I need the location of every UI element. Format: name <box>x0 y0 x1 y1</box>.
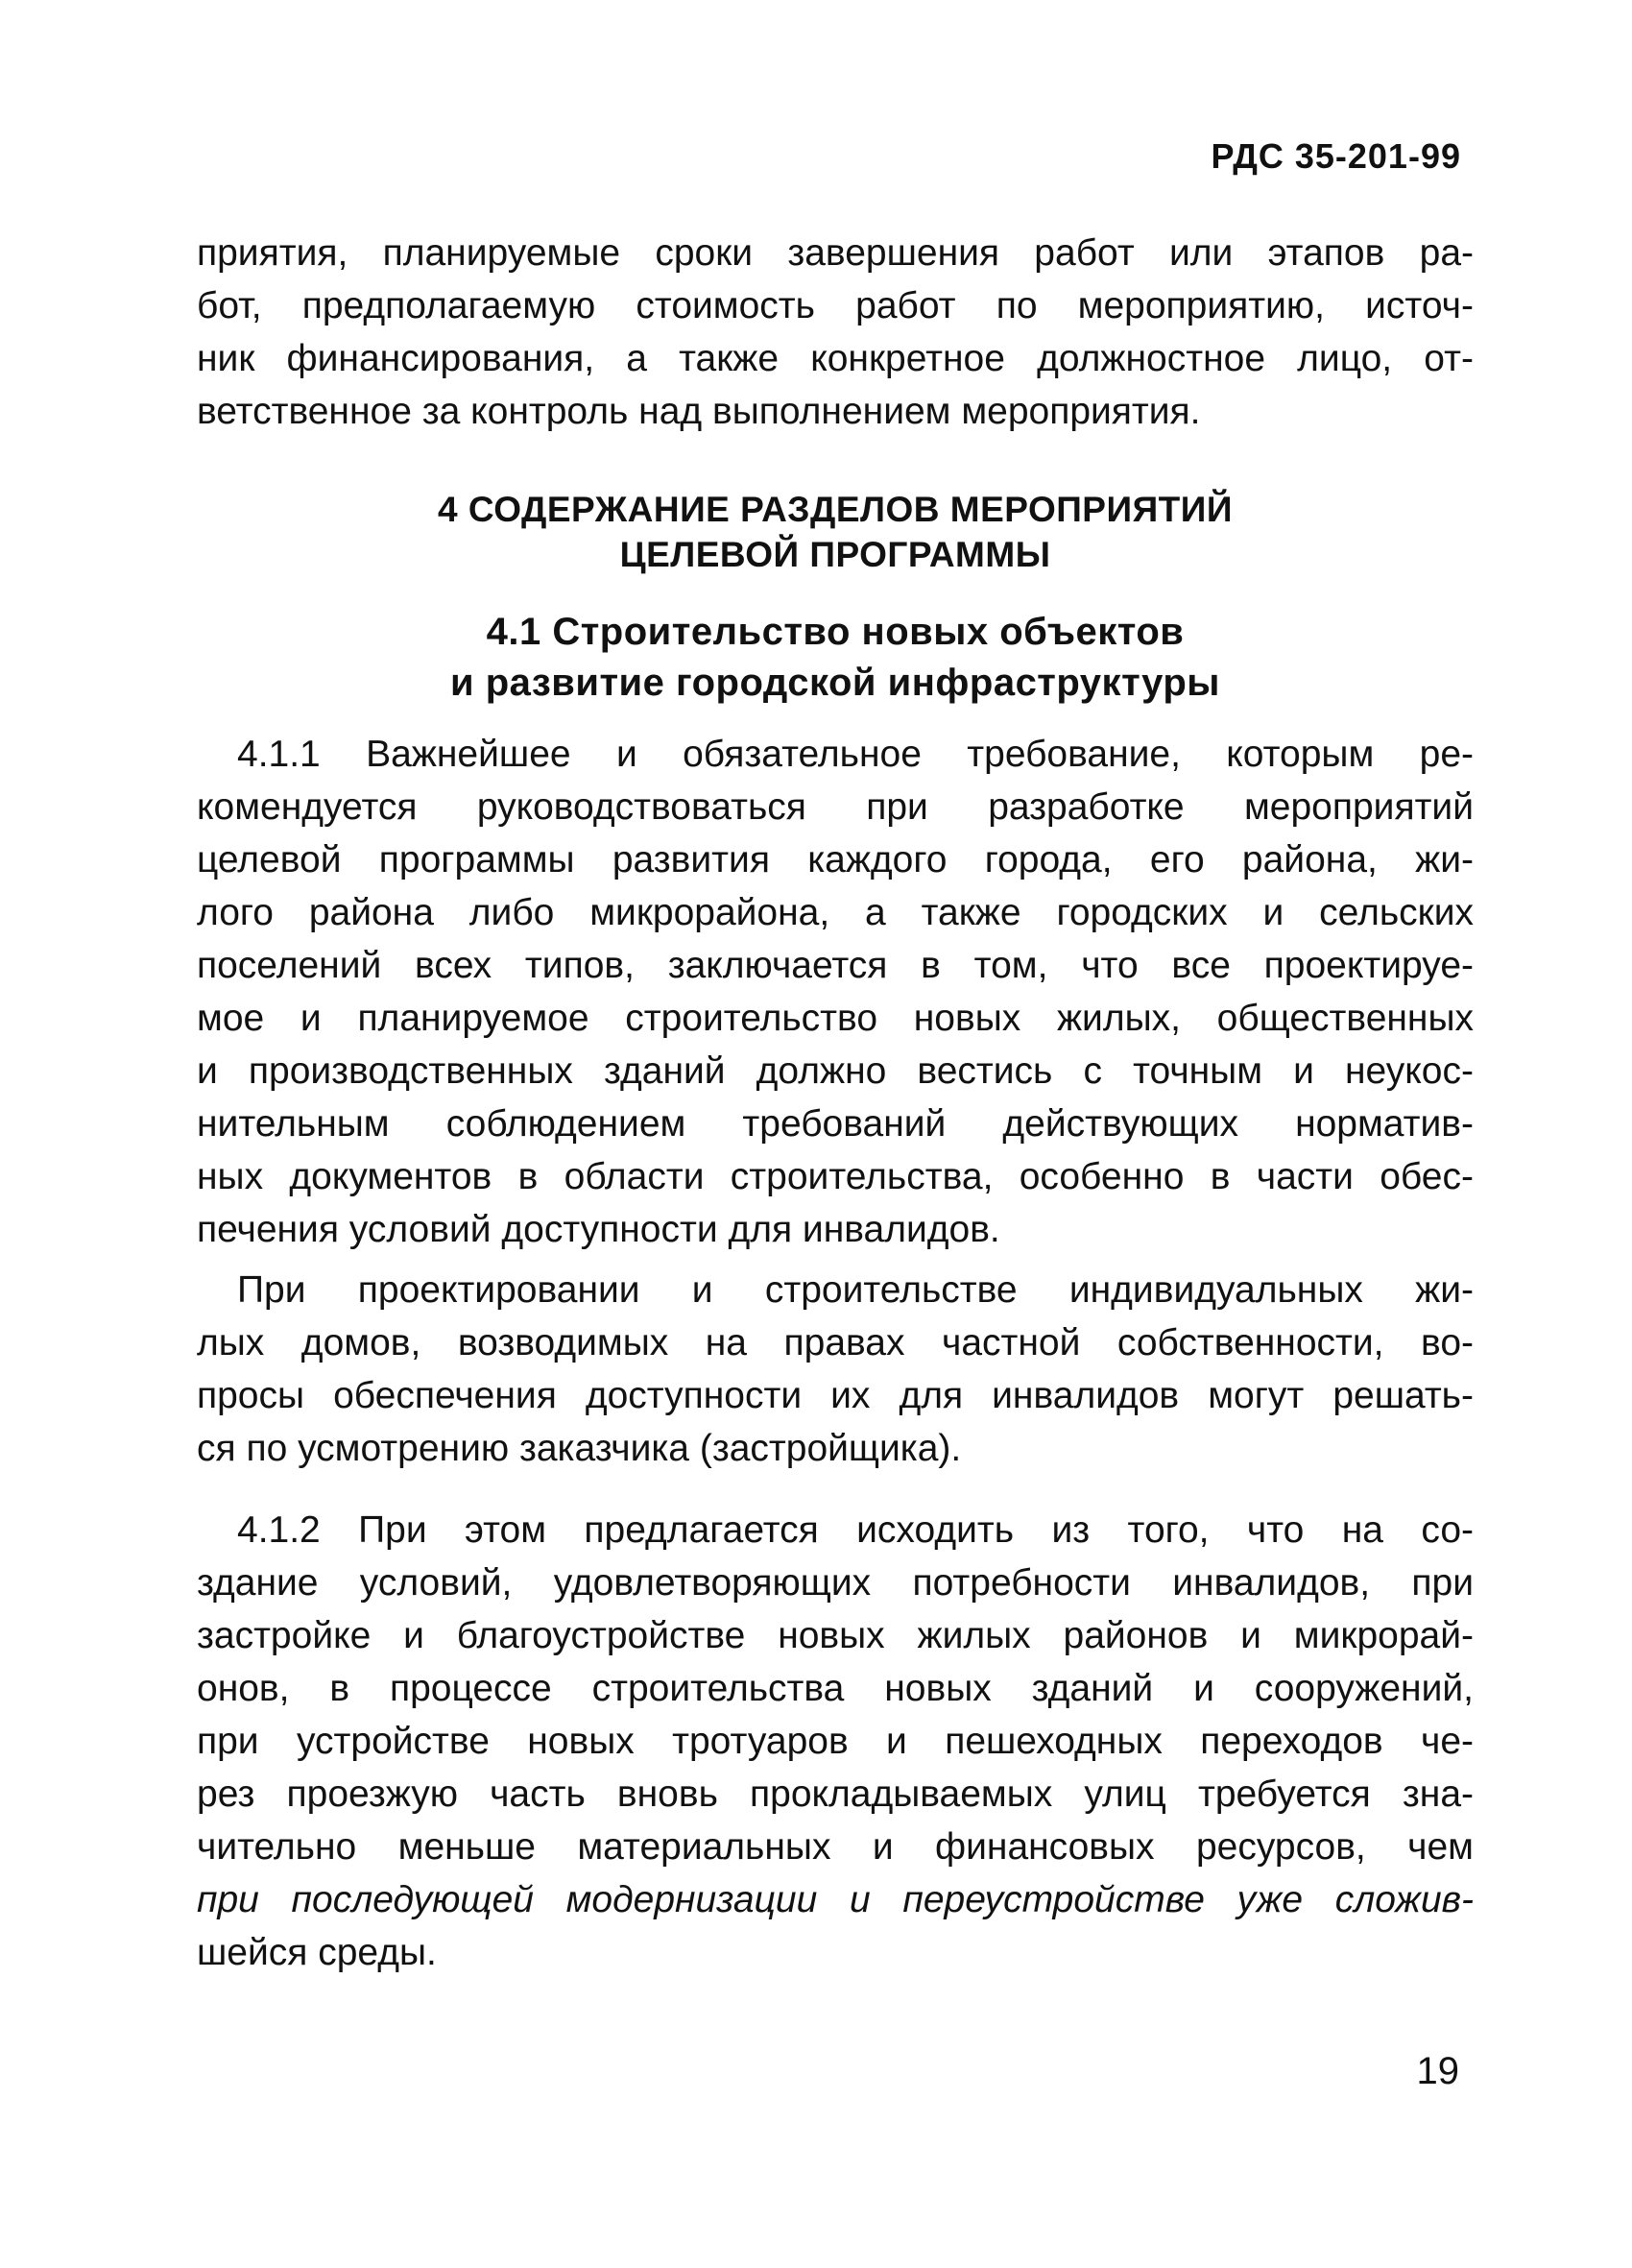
continuation-paragraph <box>197 227 1474 438</box>
text-line: ник финансирования, а также конкретное должностное лицо, от- <box>197 338 1474 379</box>
text-line: поселений всех типов, заключается в том, что все проектируе- <box>197 945 1474 986</box>
section-4-heading-line2: ЦЕЛЕВОЙ ПРОГРАММЫ <box>619 535 1051 574</box>
text-line: При проектировании и строительстве индивидуальных жи- <box>237 1269 1474 1311</box>
text-line-italic: при последующей модернизации и переустройстве уже сложив- <box>197 1879 1474 1920</box>
paragraph-private-housing <box>197 1264 1474 1475</box>
text-line: здание условий, удовлетворяющих потребности инвалидов, при <box>197 1562 1474 1604</box>
text-line: печения условий доступности для инвалидов. <box>197 1209 1000 1250</box>
text-line: при устройстве новых тротуаров и пешеходных переходов че- <box>197 1721 1474 1762</box>
document-code-header: РДС 35-201-99 <box>1211 136 1461 176</box>
section-4-1-heading-line2: и развитие городской инфраструктуры <box>450 662 1220 704</box>
text-line: ся по усмотрению заказчика (застройщика). <box>197 1428 962 1469</box>
section-4-1-heading <box>197 607 1474 709</box>
text-line: шейся среды. <box>197 1932 437 1973</box>
text-line: бот, предполагаемую стоимость работ по мероприятию, источ- <box>197 285 1474 326</box>
text-line: застройке и благоустройстве новых жилых районов и микрорай- <box>197 1615 1474 1656</box>
section-4-heading-line1: 4 СОДЕРЖАНИЕ РАЗДЕЛОВ МЕРОПРИЯТИЙ <box>438 490 1233 529</box>
text-line: онов, в процессе строительства новых зданий и сооружений, <box>197 1668 1474 1709</box>
page-number: 19 <box>1416 2050 1459 2092</box>
text-line: лого района либо микрорайона, а также городских и сельских <box>197 892 1474 933</box>
text-line: просы обеспечения доступности их для инвалидов могут решать- <box>197 1375 1474 1416</box>
text-line: ных документов в области строительства, особенно в части обес- <box>197 1156 1474 1197</box>
text-line: целевой программы развития каждого города, его района, жи- <box>197 839 1474 881</box>
text-line: 4.1.1 Важнейшее и обязательное требование, которым ре- <box>237 734 1474 775</box>
text-line: 4.1.2 При этом предлагается исходить из того, что на со- <box>237 1509 1474 1551</box>
section-4-1-heading-line1: 4.1 Строительство новых объектов <box>486 611 1185 653</box>
paragraph-4-1-1 <box>197 728 1474 1256</box>
text-line: комендуется руководствоваться при разработке мероприятий <box>197 786 1474 828</box>
text-line: лых домов, возводимых на правах частной собственности, во- <box>197 1322 1474 1363</box>
text-line: нительным соблюдением требований действующих норматив- <box>197 1103 1474 1145</box>
text-line: приятия, планируемые сроки завершения работ или этапов ра- <box>197 232 1474 274</box>
paragraph-4-1-2 <box>197 1504 1474 1979</box>
text-line: рез проезжую часть вновь прокладываемых улиц требуется зна- <box>197 1773 1474 1815</box>
text-line: ветственное за контроль над выполнением мероприятия. <box>197 391 1201 432</box>
text-line: чительно меньше материальных и финансовых ресурсов, чем <box>197 1826 1474 1868</box>
section-4-heading <box>197 487 1474 577</box>
text-line: и производственных зданий должно вестись с точным и неукос- <box>197 1050 1474 1092</box>
text-line: мое и планируемое строительство новых жилых, общественных <box>197 998 1474 1039</box>
